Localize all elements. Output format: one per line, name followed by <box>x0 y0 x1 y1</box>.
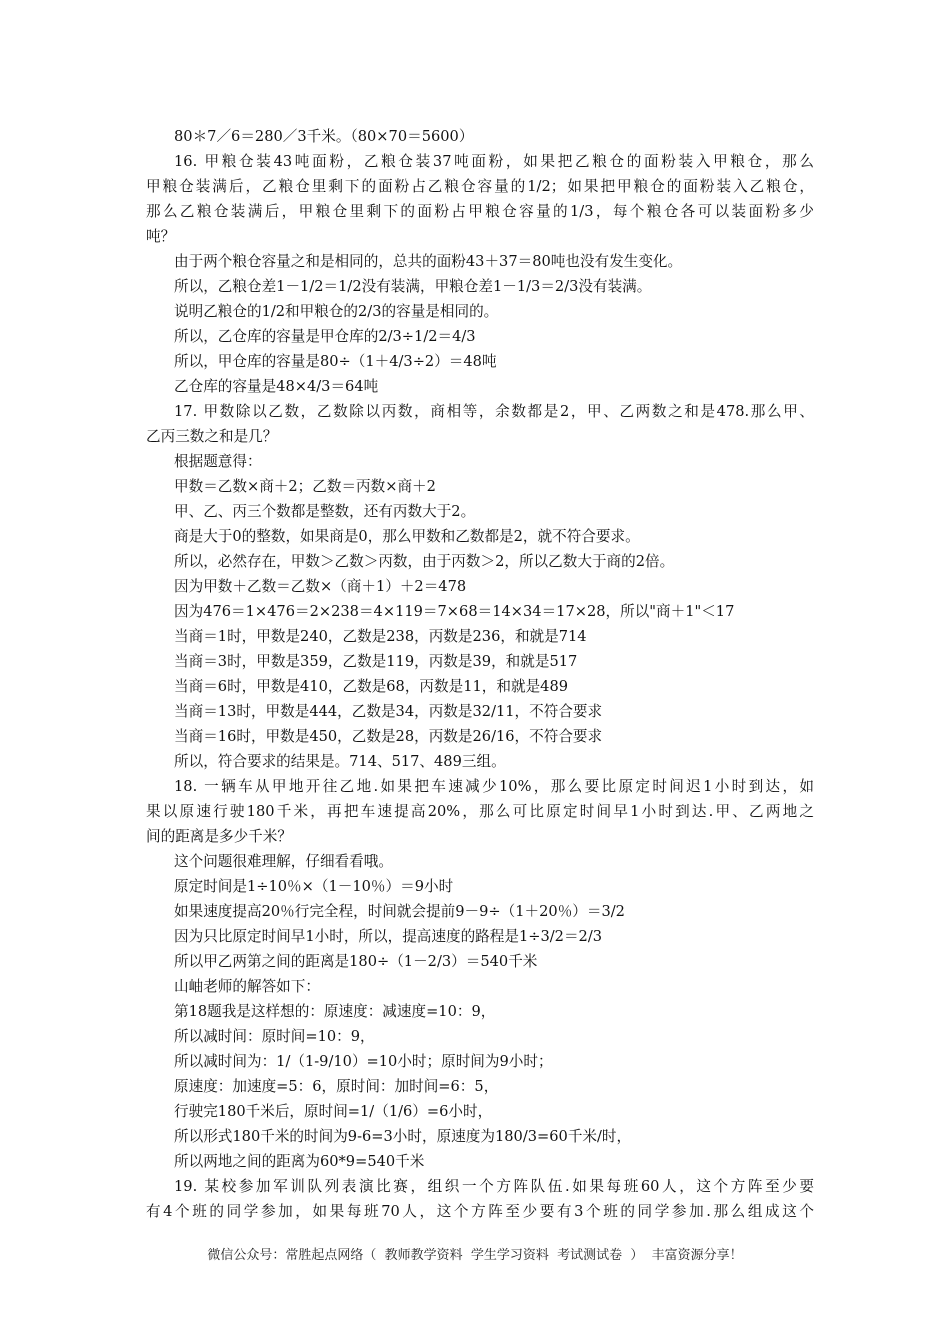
text-line: 所以，符合要求的结果是。714、517、489三组。 <box>174 753 506 770</box>
text-line: 那么乙粮仓装满后，甲粮仓里剩下的面粉占甲粮仓容量的1/3，每个粮仓各可以装面粉多少 <box>146 203 814 220</box>
text-line: 商是大于0的整数，如果商是0，那么甲数和乙数都是2，就不符合要求。 <box>174 528 640 545</box>
document-body <box>146 124 814 1224</box>
text-line: 山岫老师的解答如下： <box>174 978 320 995</box>
text-line: 有4个班的同学参加，如果每班70人，这个方阵至少要有3个班的同学参加.那么组成这个 <box>146 1203 814 1220</box>
problem-17-line: 17. 甲数除以乙数，乙数除以丙数，商相等，余数都是2，甲、乙两数之和是478.那么甲、 <box>174 403 814 420</box>
text-line: 吨？ <box>146 228 176 245</box>
problem-19-line: 19. 某校参加军训队列表演比赛，组织一个方阵队伍.如果每班60人，这个方阵至少要 <box>174 1178 814 1195</box>
text-line: 行驶完180千米后，原时间=1/（1/6）=6小时， <box>174 1103 493 1120</box>
text-line: 所以两地之间的距离为60*9=540千米 <box>174 1153 425 1170</box>
page-footer: 微信公众号：常胜起点网络（ 教师教学资料 学生学习资料 考试测试卷 ） 丰富资源分享！ <box>207 1248 743 1263</box>
text-line: 所以，必然存在，甲数＞乙数＞丙数，由于丙数＞2，所以乙数大于商的2倍。 <box>174 553 675 570</box>
text-line: 第18题我是这样想的：原速度：减速度=10：9， <box>174 1003 496 1020</box>
text-line: 所以减时间：原时间=10：9， <box>174 1028 375 1045</box>
text-line: 因为只比原定时间早1小时，所以，提高速度的路程是1÷3/2＝2/3 <box>174 928 603 945</box>
text-line: 乙丙三数之和是几？ <box>146 428 278 445</box>
text-line: 当商＝3时，甲数是359，乙数是119，丙数是39，和就是517 <box>174 653 578 670</box>
text-line: 果以原速行驶180千米，再把车速提高20%，那么可比原定时间早1小时到达.甲、乙两地之 <box>146 803 814 820</box>
text-line: 甲、乙、丙三个数都是整数，还有丙数大于2。 <box>174 503 476 520</box>
text-line: 间的距离是多少千米？ <box>146 828 292 845</box>
text-line: 当商＝16时，甲数是450，乙数是28，丙数是26/16，不符合要求 <box>174 728 603 745</box>
text-line: 乙仓库的容量是48×4/3＝64吨 <box>174 378 379 395</box>
text-line: 当商＝1时，甲数是240，乙数是238，丙数是236，和就是714 <box>174 628 587 645</box>
problem-18-line: 18. 一辆车从甲地开往乙地.如果把车速减少10%，那么要比原定时间迟1小时到达，如 <box>174 778 814 795</box>
text-line: 因为甲数＋乙数＝乙数×（商＋1）＋2＝478 <box>174 578 467 595</box>
text-line: 甲粮仓装满后，乙粮仓里剩下的面粉占乙粮仓容量的1/2；如果把甲粮仓的面粉装入乙粮仓， <box>146 178 814 195</box>
text-line: 根据题意得： <box>174 453 262 470</box>
text-line: 由于两个粮仓容量之和是相同的，总共的面粉43＋37＝80吨也没有发生变化。 <box>174 253 683 270</box>
text-line: 所以甲乙两第之间的距离是180÷（1－2/3）＝540千米 <box>174 953 538 970</box>
text-line: 甲数＝乙数×商＋2；乙数＝丙数×商＋2 <box>174 478 436 495</box>
text-line: 所以，乙仓库的容量是甲仓库的2/3÷1/2＝4/3 <box>174 328 476 345</box>
text-line: 说明乙粮仓的1/2和甲粮仓的2/3的容量是相同的。 <box>174 303 499 320</box>
text-line: 当商＝6时，甲数是410，乙数是68，丙数是11，和就是489 <box>174 678 569 695</box>
text-line: 如果速度提高20％行完全程，时间就会提前9－9÷（1＋20％）＝3/2 <box>174 903 625 920</box>
text-line: 所以形式180千米的时间为9-6=3小时，原速度为180/3=60千米/时， <box>174 1128 632 1145</box>
text-line: 所以减时间为：1/（1-9/10）=10小时；原时间为9小时； <box>174 1053 553 1070</box>
text-line: 当商＝13时，甲数是444，乙数是34，丙数是32/11，不符合要求 <box>174 703 603 720</box>
text-line: 这个问题很难理解，仔细看看哦。 <box>174 853 393 870</box>
text-line: 所以，甲仓库的容量是80÷（1＋4/3÷2）＝48吨 <box>174 353 497 370</box>
text-line: 所以，乙粮仓差1－1/2＝1/2没有装满，甲粮仓差1－1/3＝2/3没有装满。 <box>174 278 652 295</box>
problem-16-line: 16. 甲粮仓装43吨面粉，乙粮仓装37吨面粉，如果把乙粮仓的面粉装入甲粮仓，那么 <box>174 153 814 170</box>
text-line: 原速度：加速度=5：6，原时间：加时间=6：5， <box>174 1078 499 1095</box>
text-line: 原定时间是1÷10％×（1－10％）＝9小时 <box>174 878 454 895</box>
text-line: 因为476＝1×476＝2×238＝4×119＝7×68＝14×34＝17×28，所以"商＋1"＜17 <box>174 603 735 620</box>
text-line: 80＊7／6＝280／3千米。（80×70＝5600） <box>174 128 474 145</box>
